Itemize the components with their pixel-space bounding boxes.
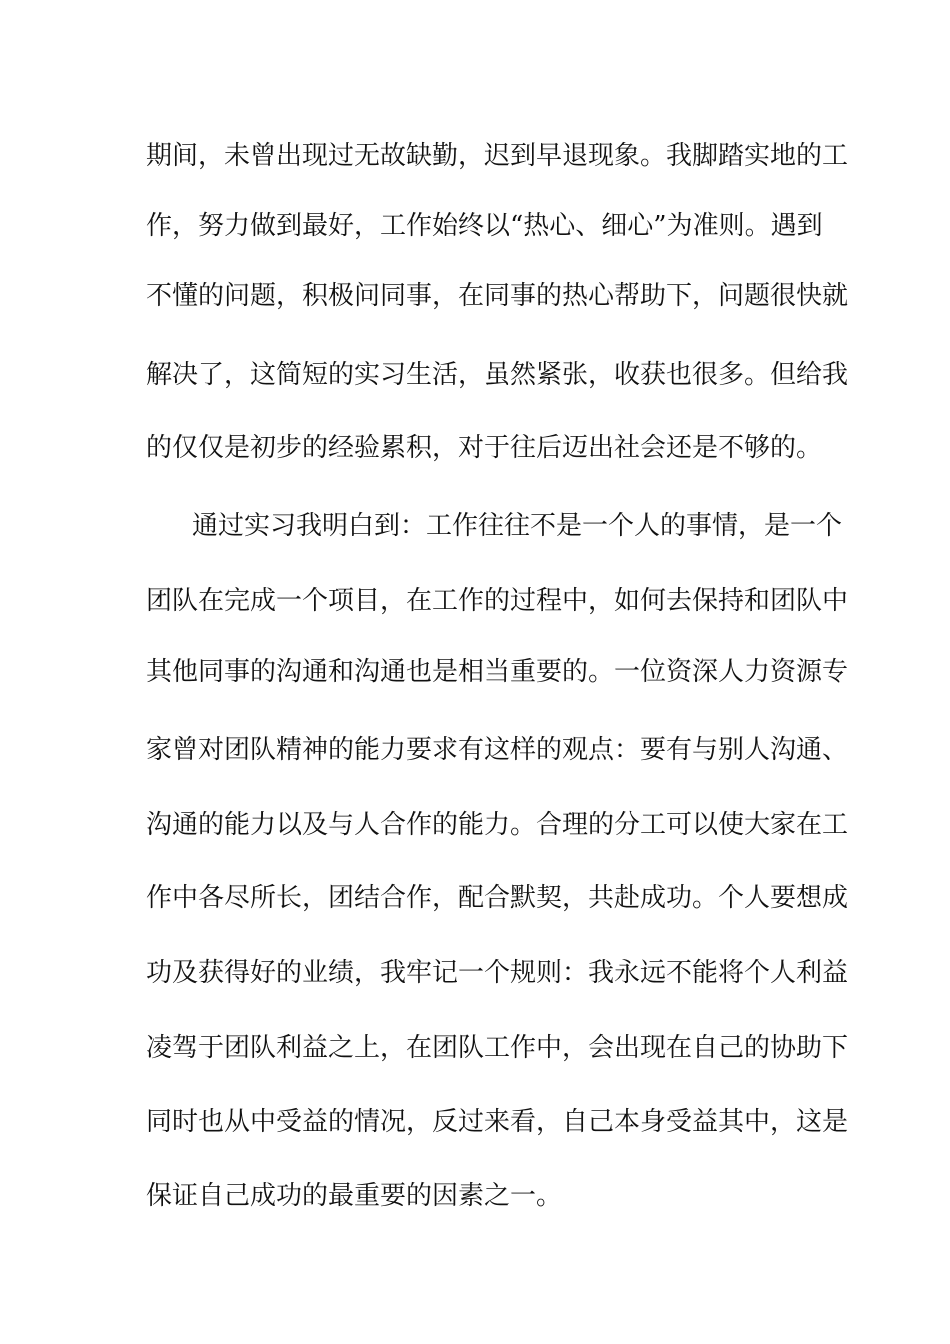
- text-line: 作，努力做到最好，工作始终以“热心、细心”为准则。遇到: [146, 211, 823, 241]
- text-line: 功及获得好的业绩，我牢记一个规则：我永远不能将个人利益: [146, 958, 849, 988]
- text-line: 不懂的问题，积极问同事，在同事的热心帮助下，问题很快就: [146, 281, 849, 311]
- text-line: 家曾对团队精神的能力要求有这样的观点：要有与别人沟通、: [146, 735, 849, 765]
- text-line: 同时也从中受益的情况，反过来看，自己本身受益其中，这是: [146, 1107, 849, 1137]
- text-line: 其他同事的沟通和沟通也是相当重要的。一位资深人力资源专: [146, 657, 849, 687]
- text-line: 解决了，这简短的实习生活，虽然紧张，收获也很多。但给我: [146, 360, 849, 390]
- text-line: 期间，未曾出现过无故缺勤，迟到早退现象。我脚踏实地的工: [146, 141, 849, 171]
- text-line: 沟通的能力以及与人合作的能力。合理的分工可以使大家在工: [146, 810, 849, 840]
- text-line: 保证自己成功的最重要的因素之一。: [146, 1181, 563, 1211]
- paragraph-first-line: 通过实习我明白到：工作往往不是一个人的事情，是一个: [192, 511, 843, 541]
- text-line: 作中各尽所长，团结合作，配合默契，共赴成功。个人要想成: [146, 883, 849, 913]
- text-line: 的仅仅是初步的经验累积，对于往后迈出社会还是不够的。: [146, 433, 823, 463]
- text-line: 团队在完成一个项目，在工作的过程中，如何去保持和团队中: [146, 586, 849, 616]
- text-line: 凌驾于团队利益之上，在团队工作中，会出现在自己的协助下: [146, 1033, 849, 1063]
